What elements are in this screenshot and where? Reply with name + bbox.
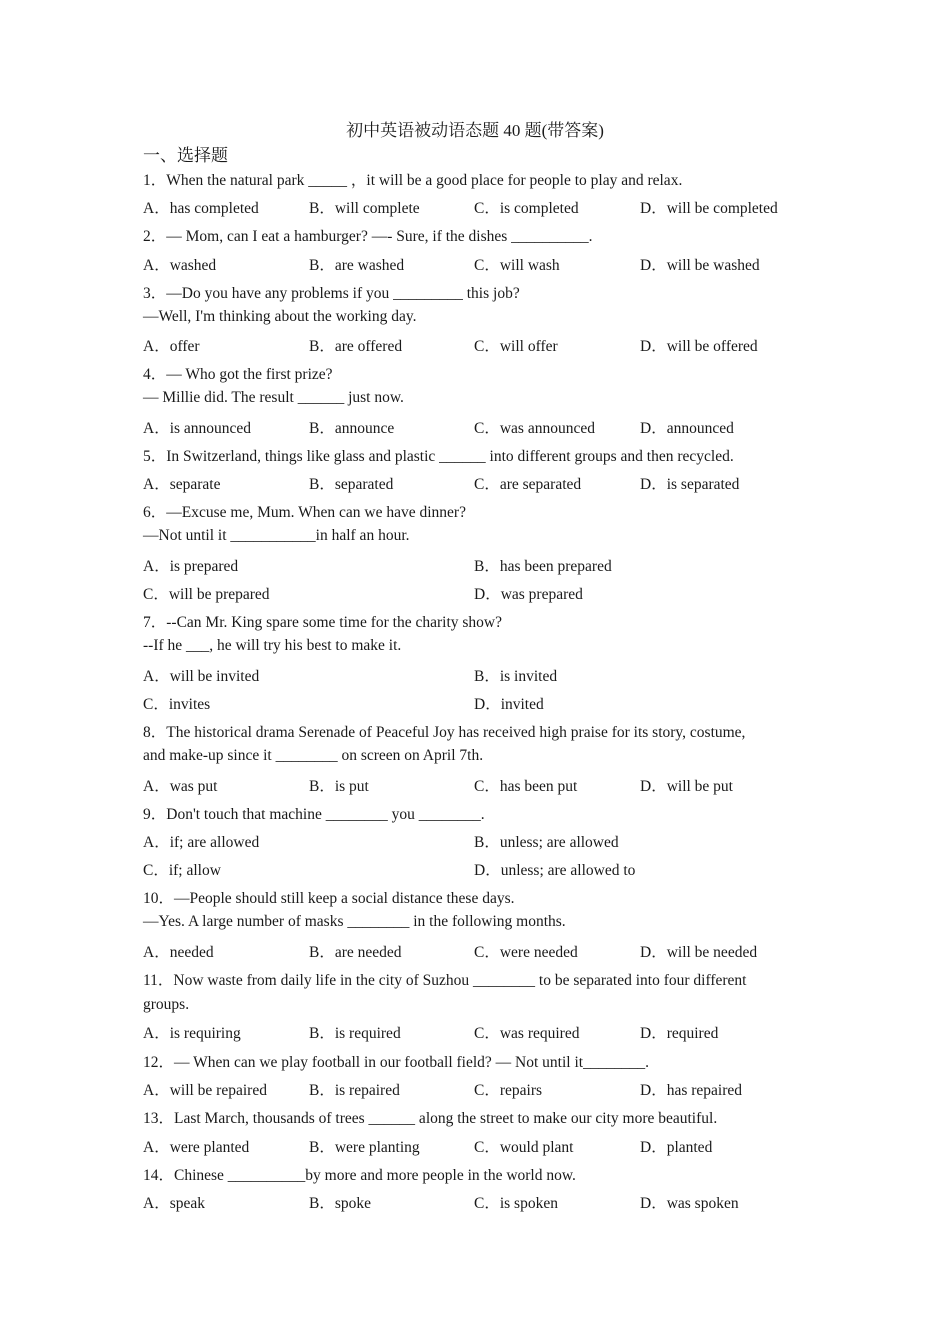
q8-option-d[interactable]: D．will be put: [640, 778, 733, 795]
q2-option-a[interactable]: A．washed: [143, 257, 217, 274]
page-title: 初中英语被动语态题 40 题(带答案): [346, 121, 604, 140]
q9-option-a[interactable]: A．if; are allowed: [143, 834, 260, 851]
q13-option-d[interactable]: D．planted: [640, 1139, 713, 1156]
q6-option-d[interactable]: D．was prepared: [474, 586, 583, 603]
q8-option-a[interactable]: A．was put: [143, 778, 218, 795]
question-13: 13．Last March, thousands of trees ______ along the street to make our city more beautiful.: [143, 1110, 718, 1127]
q13-option-b[interactable]: B．were planting: [309, 1139, 420, 1156]
question-6-cont: —Not until it ___________in half an hour.: [143, 527, 410, 544]
q5-option-a[interactable]: A．separate: [143, 476, 221, 493]
q13-option-a[interactable]: A．were planted: [143, 1139, 250, 1156]
q8-option-b[interactable]: B．is put: [309, 778, 369, 795]
q6-option-a[interactable]: A．is prepared: [143, 558, 239, 575]
q14-option-d[interactable]: D．was spoken: [640, 1195, 739, 1212]
q8-option-c[interactable]: C．has been put: [474, 778, 578, 795]
question-8-cont: and make-up since it ________ on screen on April 7th.: [143, 747, 484, 764]
q10-option-b[interactable]: B．are needed: [309, 944, 402, 961]
question-11: 11．Now waste from daily life in the city of Suzhou ________ to be separated into four different: [143, 972, 747, 989]
question-5: 5．In Switzerland, things like glass and plastic ______ into different groups and then recycled.: [143, 448, 734, 465]
question-3: 3．—Do you have any problems if you _________ this job?: [143, 285, 520, 302]
q14-option-a[interactable]: A．speak: [143, 1195, 205, 1212]
question-3-cont: —Well, I'm thinking about the working day.: [143, 308, 417, 325]
q12-option-c[interactable]: C．repairs: [474, 1082, 543, 1099]
q5-option-c[interactable]: C．are separated: [474, 476, 582, 493]
question-6: 6．—Excuse me, Mum. When can we have dinner?: [143, 504, 466, 521]
q2-option-c[interactable]: C．will wash: [474, 257, 560, 274]
q1-option-b[interactable]: B．will complete: [309, 200, 420, 217]
q9-option-c[interactable]: C．if; allow: [143, 862, 221, 879]
q3-option-a[interactable]: A．offer: [143, 338, 200, 355]
q10-option-a[interactable]: A．needed: [143, 944, 214, 961]
q13-option-c[interactable]: C．would plant: [474, 1139, 574, 1156]
section-heading: 一、选择题: [143, 146, 228, 165]
question-1: 1．When the natural park _____ ，it will be a good place for people to play and relax.: [143, 172, 683, 189]
question-7: 7．--Can Mr. King spare some time for the charity show?: [143, 614, 502, 631]
q4-option-a[interactable]: A．is announced: [143, 420, 252, 437]
q3-option-d[interactable]: D．will be offered: [640, 338, 758, 355]
q11-option-b[interactable]: B．is required: [309, 1025, 401, 1042]
q9-option-d[interactable]: D．unless; are allowed to: [474, 862, 636, 879]
q12-option-d[interactable]: D．has repaired: [640, 1082, 742, 1099]
question-9: 9．Don't touch that machine ________ you ________.: [143, 806, 485, 823]
q3-option-c[interactable]: C．will offer: [474, 338, 558, 355]
q4-option-d[interactable]: D．announced: [640, 420, 734, 437]
q12-option-a[interactable]: A．will be repaired: [143, 1082, 267, 1099]
question-14: 14．Chinese __________by more and more people in the world now.: [143, 1167, 576, 1184]
q3-option-b[interactable]: B．are offered: [309, 338, 403, 355]
question-8: 8．The historical drama Serenade of Peaceful Joy has received high praise for its story, costume,: [143, 724, 746, 741]
q7-option-d[interactable]: D．invited: [474, 696, 544, 713]
question-11-cont: groups.: [143, 996, 190, 1013]
q5-option-d[interactable]: D．is separated: [640, 476, 740, 493]
question-7-cont: --If he ___, he will try his best to make it.: [143, 637, 402, 654]
q4-option-b[interactable]: B．announce: [309, 420, 395, 437]
q6-option-b[interactable]: B．has been prepared: [474, 558, 612, 575]
q1-option-d[interactable]: D．will be completed: [640, 200, 778, 217]
q1-option-c[interactable]: C．is completed: [474, 200, 579, 217]
question-4: 4．— Who got the first prize?: [143, 366, 333, 383]
q11-option-c[interactable]: C．was required: [474, 1025, 580, 1042]
q11-option-a[interactable]: A．is requiring: [143, 1025, 241, 1042]
q9-option-b[interactable]: B．unless; are allowed: [474, 834, 619, 851]
q7-option-c[interactable]: C．invites: [143, 696, 211, 713]
q2-option-d[interactable]: D．will be washed: [640, 257, 760, 274]
q12-option-b[interactable]: B．is repaired: [309, 1082, 400, 1099]
q4-option-c[interactable]: C．was announced: [474, 420, 595, 437]
q6-option-c[interactable]: C．will be prepared: [143, 586, 270, 603]
q2-option-b[interactable]: B．are washed: [309, 257, 405, 274]
q10-option-c[interactable]: C．were needed: [474, 944, 578, 961]
question-4-cont: — Millie did. The result ______ just now.: [143, 389, 404, 406]
question-10-cont: —Yes. A large number of masks ________ in the following months.: [143, 913, 566, 930]
q14-option-b[interactable]: B．spoke: [309, 1195, 372, 1212]
q11-option-d[interactable]: D．required: [640, 1025, 719, 1042]
question-10: 10．—People should still keep a social distance these days.: [143, 890, 515, 907]
q14-option-c[interactable]: C．is spoken: [474, 1195, 558, 1212]
question-2: 2．— Mom, can I eat a hamburger? —- Sure, if the dishes __________.: [143, 228, 593, 245]
q10-option-d[interactable]: D．will be needed: [640, 944, 758, 961]
q7-option-b[interactable]: B．is invited: [474, 668, 558, 685]
q7-option-a[interactable]: A．will be invited: [143, 668, 260, 685]
q5-option-b[interactable]: B．separated: [309, 476, 394, 493]
q1-option-a[interactable]: A．has completed: [143, 200, 259, 217]
question-12: 12．— When can we play football in our football field? — Not until it________.: [143, 1054, 649, 1071]
